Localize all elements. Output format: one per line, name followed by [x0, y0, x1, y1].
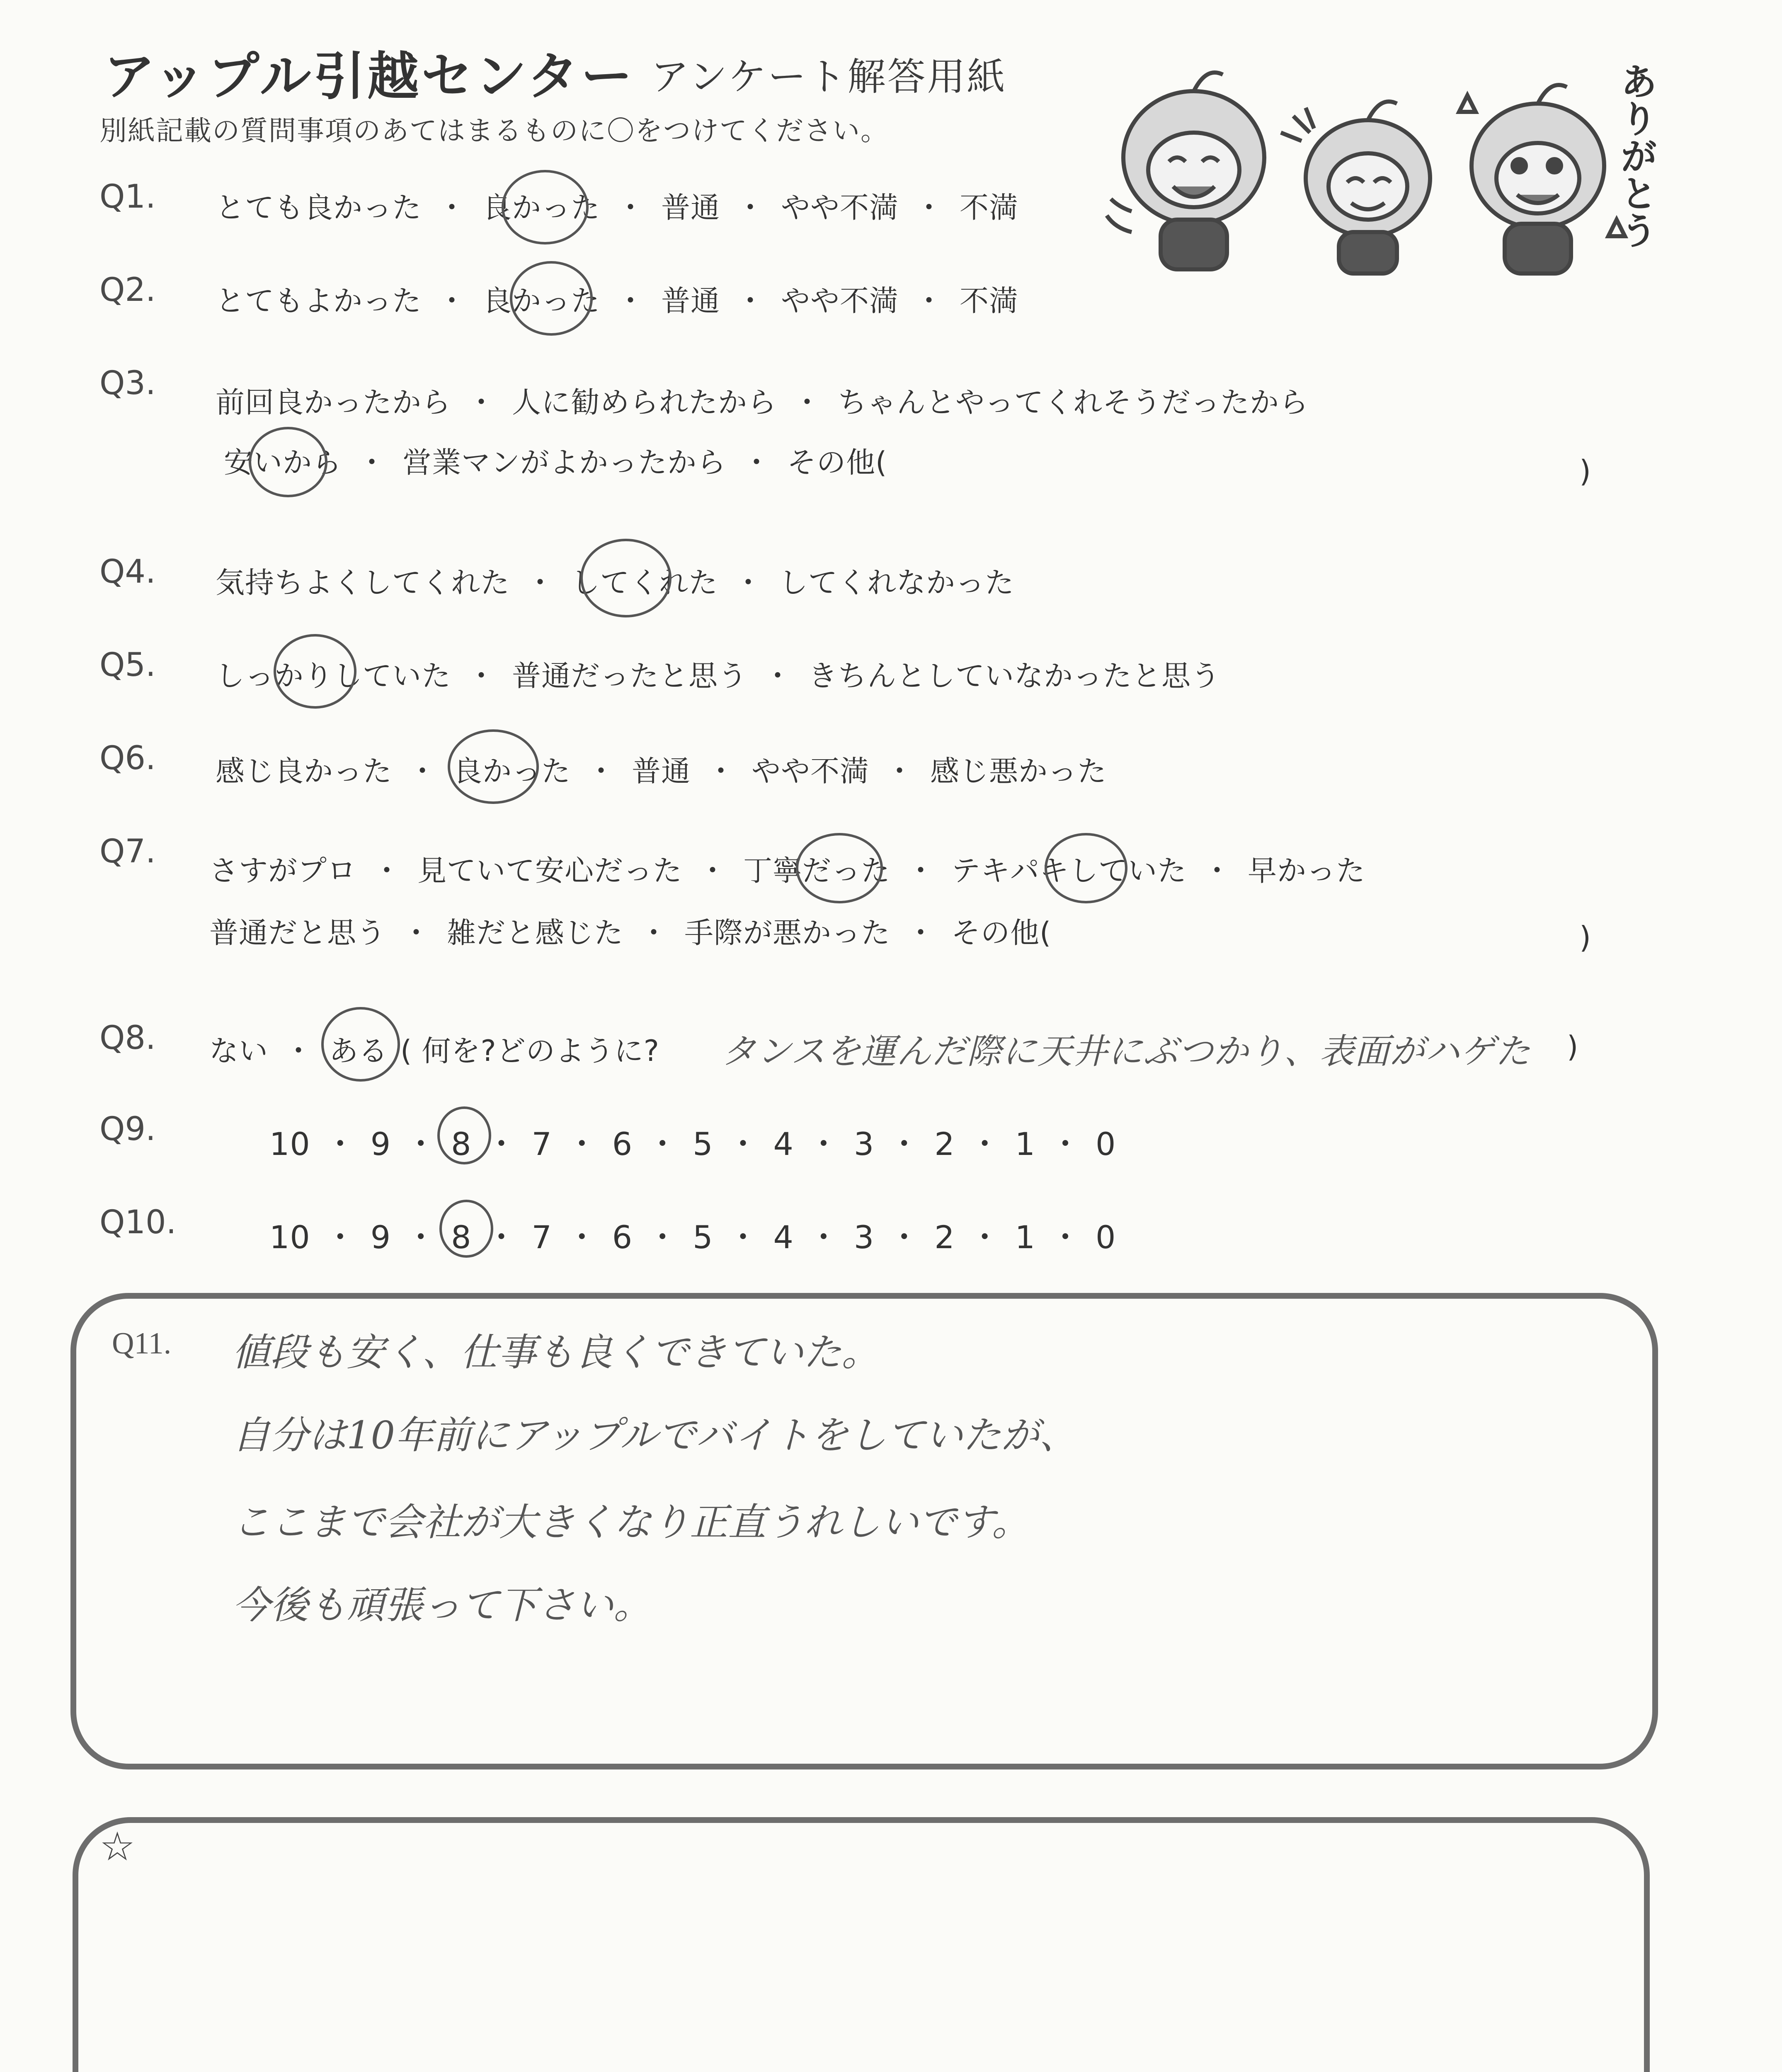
q7-option[interactable]: その他( [951, 916, 1052, 950]
q3-options-line2: 安いから ・ 営業マンがよかったから ・ その他( [224, 439, 887, 481]
q9-label: Q9. [99, 1111, 156, 1148]
q10-score[interactable]: 7 [531, 1219, 552, 1256]
q10-scale: 10 ・ 9 ・ 8 ・ 7 ・ 6 ・ 5 ・ 4 ・ 3 ・ 2 ・ 1 ・ 0 [269, 1219, 1116, 1256]
q9-score[interactable]: 0 [1095, 1126, 1116, 1162]
answer-circle-mark [502, 170, 589, 244]
q6-option[interactable]: 感じ悪かった [930, 754, 1107, 788]
q7-option[interactable]: 早かった [1248, 854, 1365, 888]
form-subtitle: アンケート解答用紙 [651, 55, 1007, 99]
q11-comment-line: 今後も頑張って下さい。 [232, 1583, 652, 1627]
q3-option[interactable]: ちゃんとやってくれそうだったから [838, 385, 1309, 419]
q10-score-selected[interactable]: 8 [451, 1219, 472, 1256]
q9-score[interactable]: 4 [773, 1126, 794, 1162]
q2-option-selected[interactable]: 良かった [482, 284, 600, 318]
q2-option[interactable]: やや不満 [781, 284, 899, 318]
q6-options: 感じ良かった ・ 良かった ・ 普通 ・ やや不満 ・ 感じ悪かった [216, 748, 1107, 790]
q5-option[interactable]: 普通だったと思う [512, 659, 747, 693]
q3-label: Q3. [99, 365, 156, 402]
q11-comment-line: 自分は10年前にアップルでバイトをしていたが、 [232, 1413, 1077, 1457]
q9-score[interactable]: 1 [1015, 1126, 1035, 1162]
q10-score[interactable]: 1 [1015, 1219, 1035, 1256]
q2-options: とてもよかった ・ 良かった ・ 普通 ・ やや不満 ・ 不満 [216, 278, 1018, 320]
q2-option[interactable]: 普通 [661, 284, 720, 318]
q8-handwritten-answer: タンスを運んだ際に天井にぶつかり、表面がハゲた [721, 1031, 1531, 1072]
answer-circle-mark [1045, 833, 1127, 903]
q4-label: Q4. [99, 553, 156, 591]
q9-score[interactable]: 5 [693, 1126, 713, 1162]
q9-scale: 10 ・ 9 ・ 8 ・ 7 ・ 6 ・ 5 ・ 4 ・ 3 ・ 2 ・ 1 ・ 0 [269, 1126, 1116, 1162]
q6-option[interactable]: 感じ良かった [216, 754, 392, 788]
q1-option[interactable]: やや不満 [781, 191, 899, 225]
q7-option[interactable]: さすがプロ [209, 854, 356, 888]
q7-option[interactable]: 普通だと思う [209, 916, 386, 950]
q5-label: Q5. [99, 646, 156, 684]
q10-label: Q10. [99, 1204, 177, 1241]
q1-option[interactable]: 不満 [960, 191, 1018, 225]
q9-score-selected[interactable]: 8 [451, 1126, 472, 1162]
company-title: アップル引越センター [104, 47, 635, 107]
q6-option[interactable]: やや不満 [752, 754, 869, 788]
q7-close-paren: ) [1579, 920, 1591, 955]
q3-option-selected[interactable]: 安いから [224, 445, 342, 479]
q8-options: ない ・ ある ( 何を?どのように? [209, 1028, 659, 1070]
q10-score[interactable]: 3 [853, 1219, 875, 1256]
q7-options-line1: さすがプロ ・ 見ていて安心だった ・ 丁寧だった ・ テキパキしていた ・ 早かった [209, 847, 1365, 889]
q4-option[interactable]: 気持ちよくしてくれた [216, 566, 510, 600]
q6-label: Q6. [99, 740, 156, 777]
q2-option[interactable]: 不満 [960, 284, 1018, 318]
q1-option[interactable]: 普通 [661, 191, 720, 225]
q9-score[interactable]: 9 [370, 1126, 391, 1162]
q3-close-paren: ) [1579, 454, 1591, 489]
q4-options: 気持ちよくしてくれた ・ してくれた ・ してくれなかった [216, 559, 1014, 601]
q7-option[interactable]: 手際が悪かった [684, 916, 890, 950]
q10-score[interactable]: 4 [773, 1219, 794, 1256]
q7-option[interactable]: 雑だと感じた [447, 916, 623, 950]
answer-circle-mark [321, 1007, 400, 1082]
q11-comment-line: ここまで会社が大きくなり正直うれしいです。 [232, 1500, 1030, 1544]
q3-option[interactable]: その他( [787, 445, 887, 479]
q3-options-line1: 前回良かったから ・ 人に勧められたから ・ ちゃんとやってくれそうだったから [216, 379, 1309, 421]
q10-score[interactable]: 0 [1095, 1219, 1116, 1256]
q7-options-line2: 普通だと思う ・ 雑だと感じた ・ 手際が悪かった ・ その他( [209, 910, 1051, 951]
q5-option[interactable]: きちんとしていなかったと思う [808, 659, 1220, 693]
q9-score[interactable]: 7 [531, 1126, 552, 1162]
q2-label: Q2. [99, 271, 156, 309]
q5-options: しっかりしていた ・ 普通だったと思う ・ きちんとしていなかったと思う [216, 653, 1220, 695]
q7-option-selected[interactable]: テキパキしていた [951, 854, 1187, 888]
q6-option-selected[interactable]: 良かった [453, 754, 571, 788]
monkey-mascot-icon [1098, 62, 1658, 278]
q4-option-selected[interactable]: してくれた [571, 566, 718, 600]
q7-label: Q7. [99, 833, 156, 870]
q8-option[interactable]: ない [209, 1034, 268, 1068]
instruction-text: 別紙記載の質問事項のあてはまるものに〇をつけてください。 [99, 115, 889, 147]
q8-prompt: ( 何を?どのように? [400, 1034, 659, 1068]
q5-option-selected[interactable]: しっかりしていた [216, 659, 451, 693]
q10-score[interactable]: 10 [269, 1219, 310, 1256]
q1-option-selected[interactable]: 良かった [482, 191, 600, 225]
q9-score[interactable]: 2 [934, 1126, 955, 1162]
q1-label: Q1. [99, 178, 156, 215]
q6-option[interactable]: 普通 [632, 754, 691, 788]
answer-circle-mark [580, 539, 672, 617]
q3-option[interactable]: 人に勧められたから [512, 385, 777, 419]
mascot-caption: ありがとう [1614, 62, 1657, 249]
q9-score[interactable]: 3 [853, 1126, 875, 1162]
q10-score[interactable]: 2 [934, 1219, 955, 1256]
q3-option[interactable]: 前回良かったから [216, 385, 451, 419]
answer-circle-mark [439, 1200, 493, 1258]
q10-score[interactable]: 5 [693, 1219, 713, 1256]
answer-circle-mark [510, 261, 593, 336]
answer-circle-mark [437, 1106, 491, 1164]
star-icon: ☆ [99, 1823, 136, 1870]
q8-label: Q8. [99, 1019, 156, 1057]
star-comment-box[interactable] [73, 1817, 1650, 2072]
q10-score[interactable]: 6 [612, 1219, 633, 1256]
q9-score[interactable]: 10 [269, 1126, 310, 1162]
answer-circle-mark [249, 427, 327, 497]
q10-score[interactable]: 9 [370, 1219, 391, 1256]
answer-circle-mark [448, 729, 539, 804]
q7-option-selected[interactable]: 丁寧だった [743, 854, 890, 888]
answer-circle-mark [274, 634, 356, 709]
q11-comment-line: 値段も安く、仕事も良くできていた。 [232, 1330, 880, 1375]
q1-option[interactable]: とても良かった [216, 191, 422, 225]
q1-options: とても良かった ・ 良かった ・ 普通 ・ やや不満 ・ 不満 [216, 184, 1018, 226]
q8-close-paren: ) [1567, 1030, 1579, 1064]
q8-option-selected[interactable]: ある [329, 1034, 388, 1068]
q11-label: Q11. [112, 1326, 172, 1360]
q7-option[interactable]: 見ていて安心だった [417, 854, 682, 888]
answer-circle-mark [796, 833, 883, 903]
q2-option[interactable]: とてもよかった [216, 284, 422, 318]
q3-option[interactable]: 営業マンがよかったから [402, 445, 726, 479]
q4-option[interactable]: してくれなかった [779, 566, 1014, 600]
q9-score[interactable]: 6 [612, 1126, 633, 1162]
